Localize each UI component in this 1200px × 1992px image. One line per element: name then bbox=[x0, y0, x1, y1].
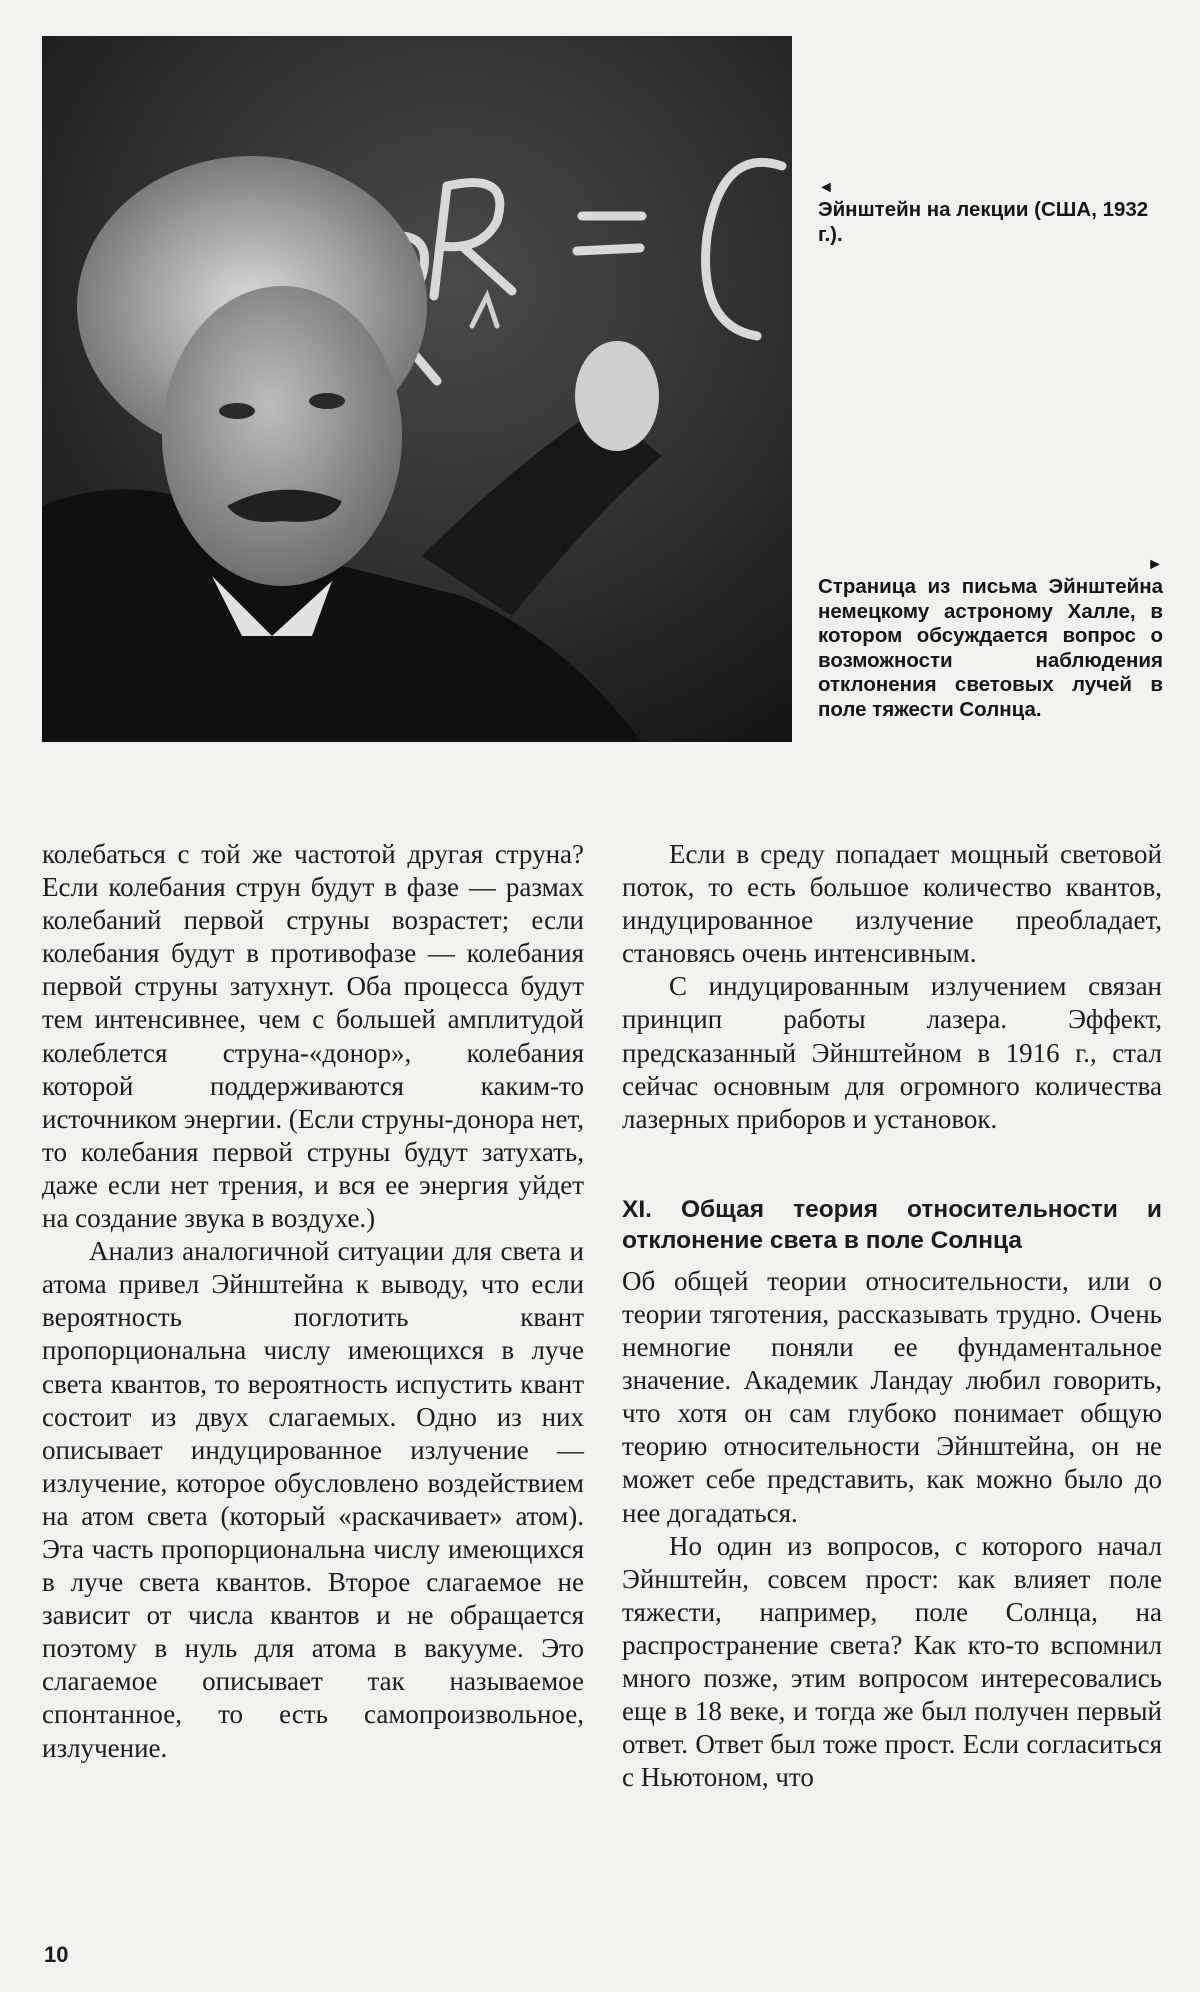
einstein-photo bbox=[42, 36, 792, 742]
right-column bbox=[622, 838, 1162, 1794]
page-number: 10 bbox=[44, 1942, 69, 1967]
photo-caption bbox=[818, 178, 1163, 247]
photo-illustration bbox=[42, 36, 792, 742]
left-column bbox=[42, 838, 584, 1765]
paragraph: колебаться с той же частотой другая струна? Если колебания струн будут в фазе — размах колебаний первой струны возрастет; если колебания будут в противофазе — колебания первой струны затухнут. Оба процесса будут тем интенсивнее, чем с большей амплитудой колеблется струна-«донор», колебания которой поддерживаются каким-то источником энергии. (Если струны-донора нет, то колебания первой струны будут затухать, даже если нет трения, и вся ее энергия уйдет на создание звука в воздухе.) bbox=[42, 839, 584, 1234]
letter-caption bbox=[818, 555, 1163, 722]
paragraph: Об общей теории относительности, или о теории тяготения, рассказывать трудно. Очень немногие поняли ее фундаментальное значение. Академик Ландау любил говорить, что хотя он сам глубоко понимает общую теорию относительности Эйнштейна, он не может себе представить, как можно было до нее догадаться. bbox=[622, 1265, 1162, 1528]
paragraph: С индуцированным излучением связан принцип работы лазера. Эффект, предсказанный Эйнштейном в 1916 г., стал сейчас основным для огромного количества лазерных приборов и установок. bbox=[622, 971, 1162, 1134]
paragraph: Если в среду попадает мощный световой поток, то есть большое количество квантов, индуцированное излучение преобладает, становясь очень интенсивным. bbox=[622, 839, 1162, 969]
right-arrow-icon: ► bbox=[1147, 556, 1163, 573]
paragraph: Но один из вопросов, с которого начал Эйнштейн, совсем прост: как влияет поле тяжести, например, поле Солнца, на распространение света? Как кто-то вспомнил много позже, этим вопросом интересовались еще в 18 веке, и тогда же был получен первый ответ. Ответ был тоже прост. Если согласиться с Ньютоном, что bbox=[622, 1530, 1162, 1793]
section-heading: XI. Общая теория относительности и отклонение света в поле Солнца bbox=[622, 1195, 1162, 1254]
left-arrow-icon: ◄ bbox=[818, 179, 834, 196]
paragraph: Анализ аналогичной ситуации для света и атома привел Эйнштейна к выводу, что если вероятность поглотить квант пропорциональна числу имеющихся в луче света квантов, то вероятность испустить квант состоит из двух слагаемых. Одно из них описывает индуцированное излучение — излучение, которое обусловлено воздействием на атом света (который «раскачивает» атом). Эта часть пропорциональна числу имеющихся в луче света квантов. Второе слагаемое не зависит от числа квантов и не обращается поэтому в нуль для атома в вакууме. Это слагаемое описывает так называемое спонтанное, то есть самопроизвольное, излучение. bbox=[42, 1236, 584, 1763]
photo-caption-text: Эйнштейн на лекции (США, 1932 г.). bbox=[818, 198, 1149, 246]
letter-caption-text: Страница из письма Эйнштейна немецкому астроному Халле, в котором обсуждается вопрос о возможности наблюдения отклонения световых лучей в поле тяжести Солнца. bbox=[818, 575, 1163, 721]
